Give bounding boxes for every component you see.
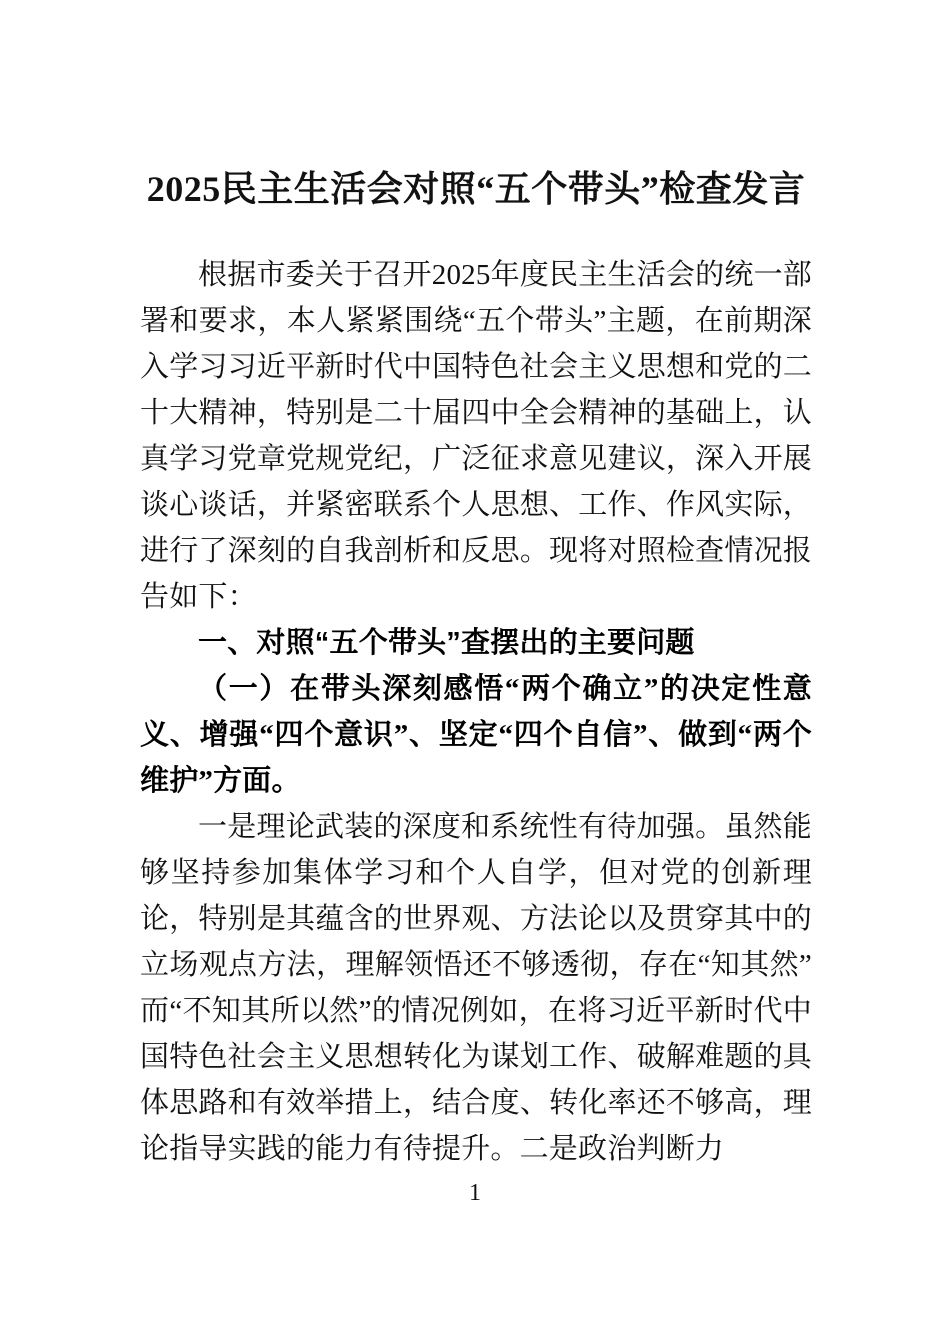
- page-title: 2025民主生活会对照“五个带头”检查发言: [146, 169, 806, 209]
- subsection-heading-one: （一）在带头深刻感悟“两个确立”的决定性意义、增强“四个意识”、坚定“四个自信”、做到“两个维护”方面。: [140, 673, 812, 797]
- page-content: [140, 0, 812, 1172]
- paragraph-issue-one: 一是理论武装的深度和系统性有待加强。虽然能够坚持参加集体学习和个人自学，但对党的创新理论，特别是其蕴含的世界观、方法论以及贯穿其中的立场观点方法，理解领悟还不够透彻，存在“知其然”而“不知其所以然”的情况例如，在将习近平新时代中国特色社会主义思想转化为谋划工作、破解难题的具体思路和有效举措上，结合度、转化率还不够高，理论指导实践的能力有待提升。二是政治判断力: [140, 811, 812, 1165]
- page-number: 1: [469, 1180, 481, 1206]
- section-heading-one: 一、对照“五个带头”查摆出的主要问题: [198, 627, 695, 659]
- document-body: [140, 218, 812, 1172]
- paragraph-intro: 根据市委关于召开2025年度民主生活会的统一部署和要求，本人紧紧围绕“五个带头”主题，在前期深入学习习近平新时代中国特色社会主义思想和党的二十大精神，特别是二十届四中全会精神的基础上，认真学习党章党规党纪，广泛征求意见建议，深入开展谈心谈话，并紧密联系个人思想、工作、作风实际，进行了深刻的自我剖析和反思。现将对照检查情况报告如下：: [140, 259, 812, 613]
